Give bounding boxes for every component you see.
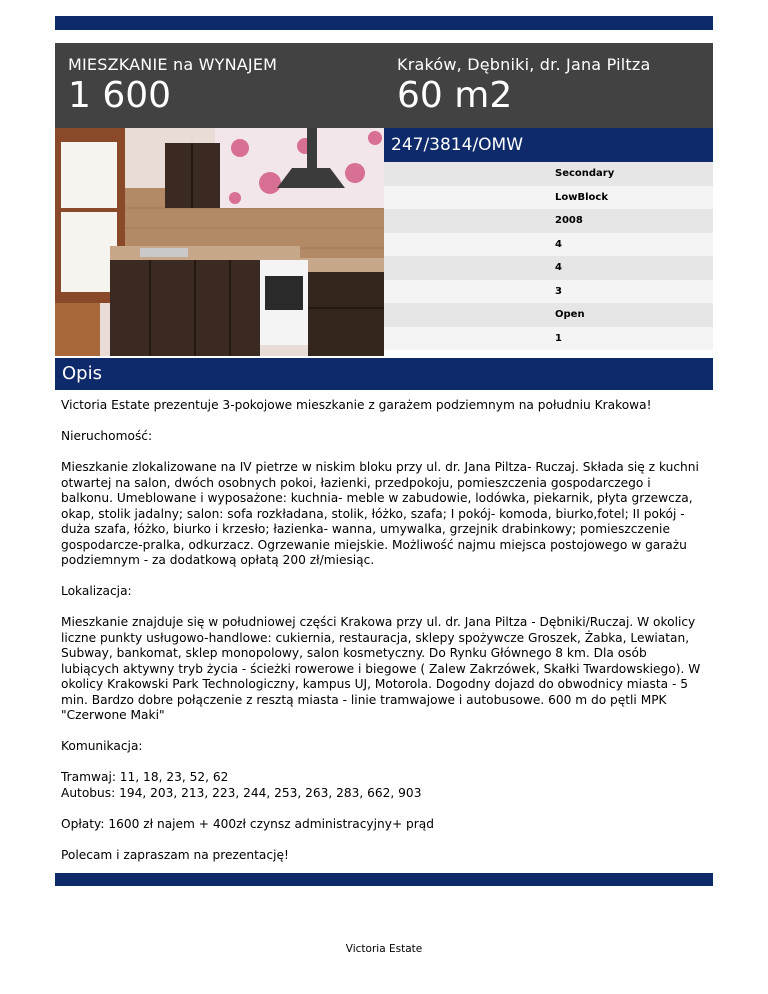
specs-panel [384, 128, 713, 350]
spec-row: 4 [384, 256, 713, 280]
spec-row: 1 [384, 327, 713, 351]
description-paragraph: Komunikacja: [61, 739, 143, 753]
reference-number: 247/3814/OMW [384, 128, 713, 162]
top-accent-bar [55, 16, 713, 30]
kitchen-photo [55, 128, 384, 356]
section-title: Opis [55, 358, 713, 390]
header-right [397, 43, 707, 128]
footer-company: Victoria Estate [345, 943, 423, 955]
listing-area: 60 m2 [397, 75, 513, 116]
spec-row: LowBlock [384, 186, 713, 210]
description-paragraph: Mieszkanie znajduje się w południowej części Krakowa przy ul. dr. Jana Piltza - Dębniki/Ruczaj. W okolicy liczne punkty usługowo-handlowe: cukiernia, restauracja, sklepy spożywcze Groszek, Żabka, Lewiatan, Subway, bankomat, sklep monopolowy, salon kosmetyczny. Do Rynku Głównego 8 km. Dla osób lubiących aktywny tryb życia - ścieżki rowerowe i biegowe ( Zalew Zakrzówek, Skałki Twardowskiego). W okolicy Krakowski Park Technologiczny, kampus UJ, Motorola. Dogodny dojazd do obwodnicy miasta - 5 min. Bardzo dobre połączenie z resztą miasta - linie tramwajowe i autobusowe. 600 m do pętli MPK "Czerwone Maki" [61, 615, 701, 722]
description-paragraph: Mieszkanie zlokalizowane na IV pietrze w niskim bloku przy ul. dr. Jana Piltza- Ruczaj. Składa się z kuchni otwartej na salon, dwóch osobnych pokoi, łazienki, przedpokoju, pomieszczenia gospodarczego i balkonu. Umeblowane i wyposażone: kuchnia- meble w zabudowie, lodówka, piekarnik, płyta grzewcza, okap, stolik jadalny; salon: sofa rozkładana, stolik, łóżko, szafa; I pokój- komoda, biurko,fotel; II pokój - duża szafa, łóżko, biurko i krzesło; łazienka- wanna, umywalka, grzejnik drabinkowy; pomieszczenie gospodarcze-pralka, odkurzacz. Ogrzewanie miejskie. Możliwość najmu miejsca postojowego w garażu podziemnym - za dodatkową opłatą 200 zł/miesiąc. [61, 460, 699, 567]
description-paragraph: Victoria Estate prezentuje 3-pokojowe mieszkanie z garażem podziemnym na południu Krakowa! [61, 398, 652, 412]
listing-type: MIESZKANIE na WYNAJEM [68, 55, 278, 74]
listing-price: 1 600 [68, 75, 172, 116]
spec-row: Secondary [384, 162, 713, 186]
description [61, 398, 706, 879]
bottom-accent-bar [55, 873, 713, 886]
spec-row: 4 [384, 233, 713, 257]
spec-row: Open [384, 303, 713, 327]
listing-header [55, 43, 713, 128]
listing-location: Kraków, Dębniki, dr. Jana Piltza [397, 55, 651, 74]
description-paragraph: Tramwaj: 11, 18, 23, 52, 62 Autobus: 194, 203, 213, 223, 244, 253, 263, 283, 662, 903 [61, 770, 422, 800]
header-left [68, 43, 383, 128]
description-paragraph: Opłaty: 1600 zł najem + 400zł czynsz administracyjny+ prąd [61, 816, 434, 831]
description-paragraph: Polecam i zapraszam na prezentację! [61, 847, 289, 862]
description-paragraph: Nieruchomość: [61, 429, 153, 443]
spec-row: 2008 [384, 209, 713, 233]
spec-row: 3 [384, 280, 713, 304]
description-paragraph: Lokalizacja: [61, 584, 132, 598]
